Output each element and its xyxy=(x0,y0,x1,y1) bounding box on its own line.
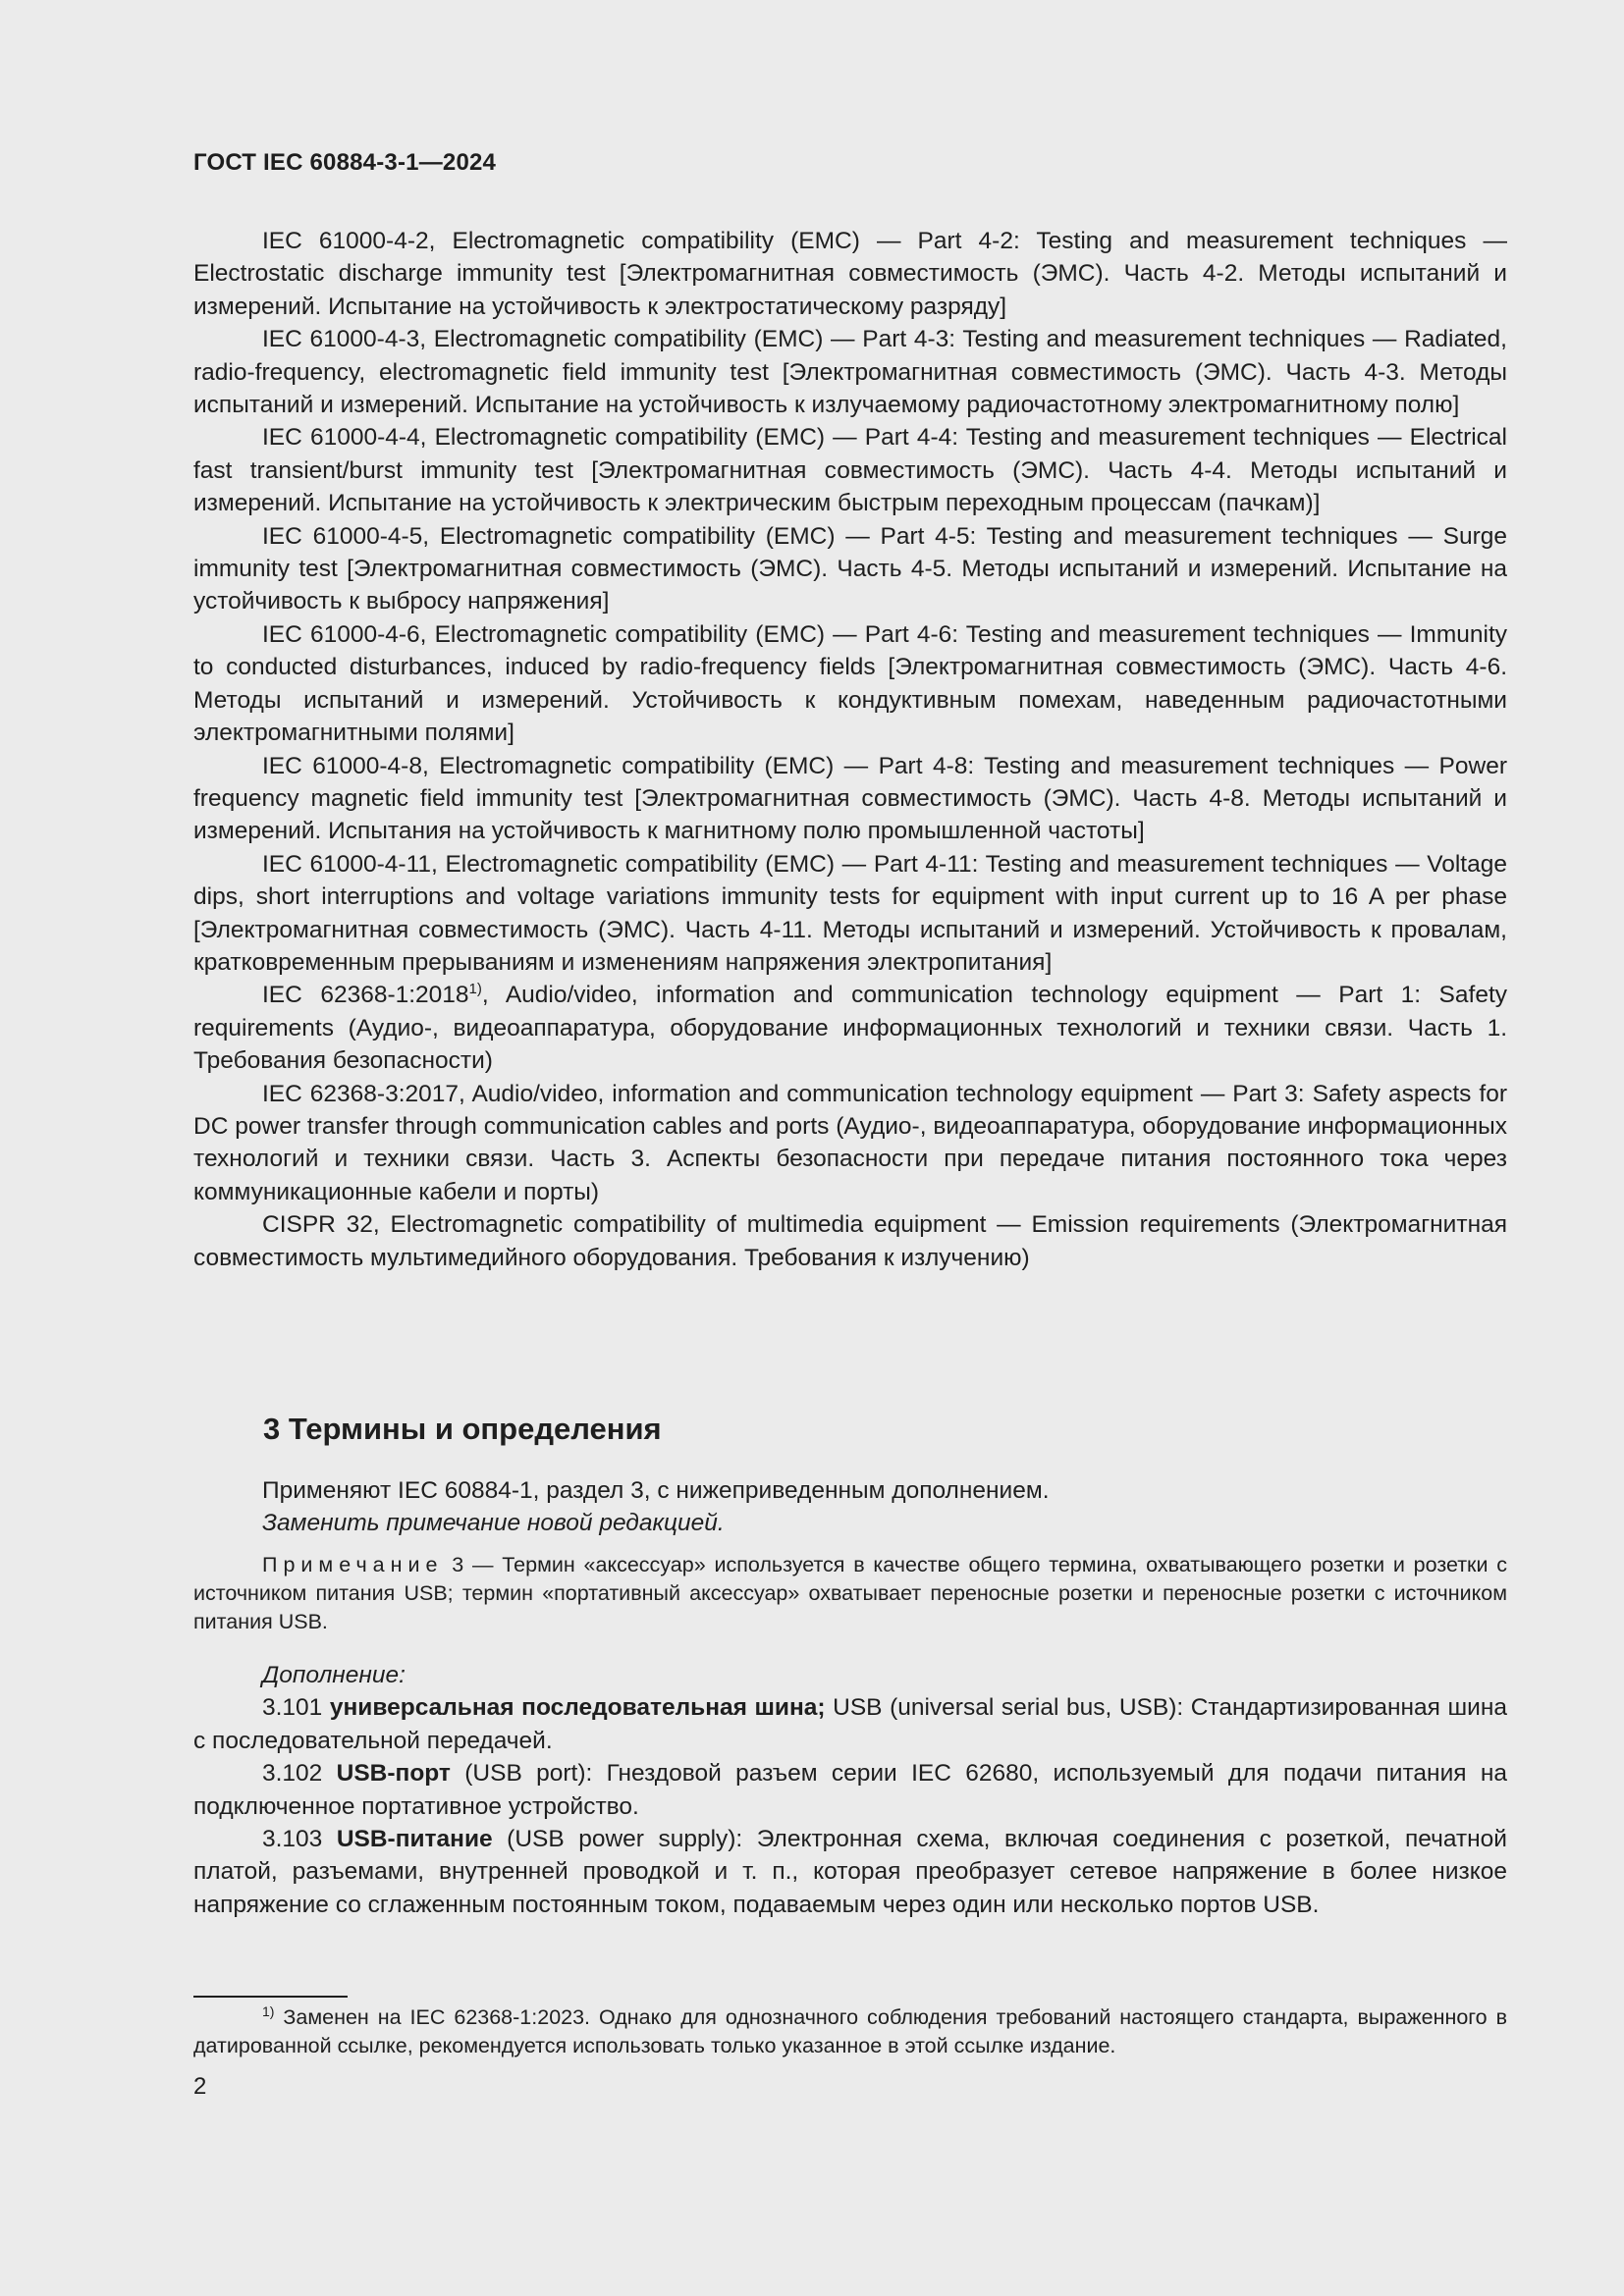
section-title: 3 Термины и определения xyxy=(263,1412,662,1446)
definition-item xyxy=(193,1823,1507,1921)
definition-term: USB-порт xyxy=(336,1760,451,1788)
section-intro xyxy=(193,1474,1507,1540)
footnote-divider xyxy=(193,1996,348,1998)
definition-item xyxy=(193,1757,1507,1823)
note-paragraph xyxy=(193,1551,1507,1636)
footnote-paragraph xyxy=(193,2003,1507,2060)
normative-references xyxy=(193,225,1507,1274)
definitions-block xyxy=(193,1659,1507,1921)
definition-number: 3.102 xyxy=(262,1760,337,1788)
reference-item: IEC 61000-4-5, Electromagnetic compatibility (EMC) — Part 4-5: Testing and measurement techniques — Surge immunity test [Электромагнитная совместимость (ЭМС). Часть 4-5. Методы испытаний и измерений. Испытание на устойчивость к выбросу напряжения] xyxy=(193,522,1507,615)
definition-item xyxy=(193,1691,1507,1757)
document-header: ГОСТ IEC 60884-3-1—2024 xyxy=(193,149,497,176)
reference-code: IEC 62368-1:2018 xyxy=(262,982,469,1009)
reference-item: IEC 61000-4-2, Electromagnetic compatibility (EMC) — Part 4-2: Testing and measurement techniques — Electrostatic discharge immunity test [Электромагнитная совместимость (ЭМС). Часть 4-2. Методы испытаний и измерений. Испытание на устойчивость к электростатическому разряду] xyxy=(193,228,1507,320)
page-number: 2 xyxy=(193,2073,207,2100)
reference-item: IEC 61000-4-6, Electromagnetic compatibility (EMC) — Part 4-6: Testing and measurement techniques — Immunity to conducted disturbances, induced by radio-frequency fields [Электромагнитная совместимость (ЭМС). Часть 4-6. Методы испытаний и измерений. Устойчивость к кондуктивным помехам, наведенным радиочастотными электромагнитными полями] xyxy=(193,620,1507,747)
definition-text: (USB power supply): Электронная схема, включая соединения с розеткой, печатной платой, разъемами, внутренней проводкой и т. п., которая преобразует сетевое напряжение в более низкое напряжение со сглаженным постоянным током, подаваемым через один или несколько портов USB. xyxy=(193,1826,1507,1918)
reference-item: IEC 61000-4-8, Electromagnetic compatibility (EMC) — Part 4-8: Testing and measurement techniques — Power frequency magnetic field immunity test [Электромагнитная совместимость (ЭМС). Часть 4-8. Методы испытаний и измерений. Испытания на устойчивость к магнитному полю промышленной частоты] xyxy=(193,752,1507,845)
definition-text: (USB port): Гнездовой разъем серии IEC 62680, используемый для подачи питания на подключенное портативное устройство. xyxy=(193,1760,1508,1820)
definition-term: универсальная последовательная шина; xyxy=(329,1694,826,1722)
note-text: — Термин «аксессуар» используется в качестве общего термина, охватывающего розетки и розетки с источником питания USB; термин «портативный аксессуар» охватывает переносные розетки и переносные розетки с источником питания USB. xyxy=(193,1553,1507,1633)
definition-term: USB-питание xyxy=(336,1826,493,1853)
definition-number: 3.101 xyxy=(262,1694,330,1722)
reference-item: IEC 61000-4-3, Electromagnetic compatibility (EMC) — Part 4-3: Testing and measurement techniques — Radiated, radio-frequency, electromagnetic field immunity test [Электромагнитная совместимость (ЭМС). Часть 4-3. Методы испытаний и измерений. Испытание на устойчивость к излучаемому радиочастотному электромагнитному полю] xyxy=(193,326,1507,419)
footnote xyxy=(193,2003,1507,2060)
reference-item: CISPR 32, Electromagnetic compatibility of multimedia equipment — Emission requirements (Электромагнитная совместимость мультимедийного оборудования. Требования к излучению) xyxy=(193,1211,1507,1271)
replace-note-text: Заменить примечание новой редакцией. xyxy=(262,1510,725,1537)
definition-text: USB (universal serial bus, USB): Стандартизированная шина с последовательной передачей. xyxy=(193,1694,1507,1754)
definition-number: 3.103 xyxy=(262,1826,337,1853)
footnote-mark: 1) xyxy=(262,2002,275,2019)
reference-item: IEC 62368-3:2017, Audio/video, information and communication technology equipment — Part 3: Safety aspects for DC power transfer through communication cables and ports (Аудио-, видеоаппаратура, оборудование информационных технологий и техники связи. Часть 3. Аспекты безопасности при передаче питания постоянного тока через коммуникационные кабели и порты) xyxy=(193,1080,1507,1205)
applies-text: Применяют IEC 60884-1, раздел 3, с нижеприведенным дополнением. xyxy=(262,1477,1050,1504)
note-number: 3 xyxy=(452,1553,464,1576)
note-label: Примечание xyxy=(262,1553,444,1576)
footnote-text: Заменен на IEC 62368-1:2023. Однако для однозначного соблюдения требований настоящего стандарта, выраженного в датированной ссылке, рекомендуется использовать только указанное в этой ссылке издание. xyxy=(193,2005,1507,2057)
reference-item: IEC 61000-4-4, Electromagnetic compatibility (EMC) — Part 4-4: Testing and measurement techniques — Electrical fast transient/burst immunity test [Электромагнитная совместимость (ЭМС). Часть 4-4. Методы испытаний и измерений. Испытание на устойчивость к электрическим быстрым переходным процессам (пачкам)] xyxy=(193,424,1507,517)
reference-item: IEC 61000-4-11, Electromagnetic compatibility (EMC) — Part 4-11: Testing and measurement techniques — Voltage dips, short interruptions and voltage variations immunity tests for equipment with input current up to 16 A per phase [Электромагнитная совместимость (ЭМС). Часть 4-11. Методы испытаний и измерений. Устойчивость к провалам, кратковременным прерываниям и изменениям напряжения электропитания] xyxy=(193,850,1507,976)
addition-label: Дополнение: xyxy=(262,1662,406,1688)
note-block xyxy=(193,1551,1507,1636)
reference-text: , Audio/video, information and communication technology equipment — Part 1: Safety requirements (Аудио-, видеоаппаратура, оборудование информационных технологий и техники связи. Часть 1. Требования безопасности) xyxy=(193,982,1507,1075)
reference-item xyxy=(193,979,1507,1077)
footnote-ref: 1) xyxy=(468,981,482,998)
